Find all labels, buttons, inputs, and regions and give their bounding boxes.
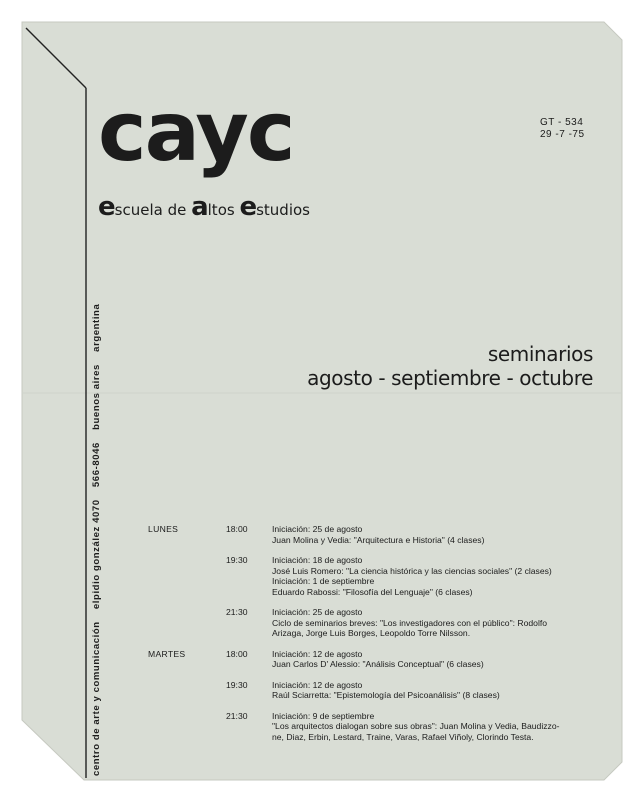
school-name-a: a [191, 192, 208, 222]
slot-time: 18:00 [226, 648, 248, 659]
slot-line: Eduardo Rabossi: "Filosofía del Lenguaje" (6 clases) [272, 586, 473, 597]
slot-day: LUNES [148, 524, 179, 534]
slot-line: Iniciación: 9 de septiembre [272, 710, 375, 721]
logo: cayc [98, 85, 294, 180]
slot-line: José Luis Romero: "La ciencia histórica y las ciencias sociales" (2 clases) [272, 565, 552, 576]
slot-line: Iniciación: 25 de agosto [272, 524, 363, 534]
slot-line: "Los arquitectos dialogan sobre sus obras": Juan Molina y Vedia, Baudizzo- [272, 721, 560, 731]
slot-line: Ciclo de seminarios breves: "Los investigadores con el público": Rodolfo [272, 617, 548, 628]
heading-line2: agosto - septiembre - octubre [307, 366, 593, 390]
slot-time: 18:00 [226, 524, 248, 534]
slot-line: Juan Carlos D' Alessio: "Análisis Conceptual" (6 clases) [272, 659, 484, 669]
schedule-slot [148, 607, 618, 639]
slot-line: Iniciación: 18 de agosto [272, 555, 363, 565]
reference-date: 29 -7 -75 [540, 129, 585, 140]
slot-line: Iniciación: 25 de agosto [272, 607, 363, 617]
reference-code: GT - 534 [540, 117, 584, 128]
school-name-e1: e [98, 192, 115, 222]
schedule-slot [148, 649, 618, 670]
slot-line: Juan Molina y Vedia: "Arquitectura e Historia" (4 clases) [272, 534, 485, 545]
address-part: 566-8046 [91, 442, 102, 488]
slot-line: Arizaga, Jorge Luis Borges, Leopoldo Torre Nilsson. [272, 628, 471, 638]
slot-line: Iniciación: 12 de agosto [272, 648, 363, 659]
schedule-slot [148, 555, 618, 597]
slot-time: 21:30 [226, 710, 248, 721]
reference-block [540, 117, 585, 141]
slot-time: 19:30 [226, 679, 248, 690]
school-name-w2: ltos [207, 201, 240, 219]
school-name-e2: e [239, 192, 257, 222]
schedule-slot [148, 711, 618, 743]
slot-line: Iniciación: 12 de agosto [272, 679, 363, 690]
address-part: centro de arte y comunicación [91, 621, 102, 776]
seminars-heading [307, 342, 593, 390]
address-part: argentina [91, 303, 102, 352]
school-name-w3: studios [256, 201, 310, 219]
slot-time: 21:30 [226, 607, 248, 617]
address-vertical [91, 295, 102, 776]
school-name-w1: scuela de [114, 201, 192, 219]
slot-line: ne, Diaz, Erbin, Lestard, Traine, Varas, Rafael Viñoly, Clorindo Testa. [272, 731, 534, 742]
address-part: buenos aires [91, 364, 102, 430]
slot-line: Iniciación: 1 de septiembre [272, 576, 375, 586]
address-part: elpidio gonzález 4070 [91, 499, 102, 610]
schedule [148, 524, 618, 752]
schedule-slot [148, 524, 618, 545]
slot-line: Raúl Sciarretta: "Epistemología del Psicoanálisis" (8 clases) [272, 690, 500, 700]
slot-time: 19:30 [226, 555, 248, 565]
schedule-slot [148, 680, 618, 701]
heading-line1: seminarios [487, 342, 593, 366]
slot-day: MARTES [148, 648, 186, 659]
school-name [98, 192, 310, 222]
